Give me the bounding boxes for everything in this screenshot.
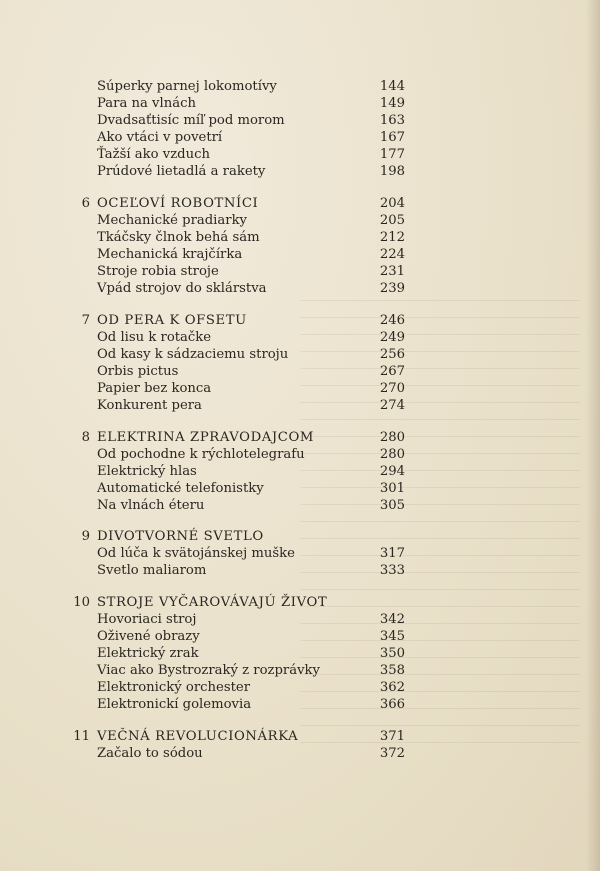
entry-title: Viac ako Bystrozraký z rozprávky	[97, 663, 320, 678]
entry-title: Mechanické pradiarky	[97, 213, 248, 228]
chapter-heading-row	[0, 312, 600, 329]
chapter-heading-row	[0, 728, 600, 745]
entry-title: Od pochodne k rýchlotelegrafu	[97, 447, 305, 462]
entry-title: Súperky parnej lokomotívy	[97, 79, 277, 94]
entry-title: Konkurent pera	[97, 398, 202, 413]
page-number: 333	[379, 563, 405, 578]
toc-entry-row	[0, 380, 600, 397]
page-number: 246	[379, 313, 405, 328]
entry-title: Dvadsaťtisíc míľ pod morom	[97, 113, 285, 128]
entry-title: Vpád strojov do sklárstva	[97, 281, 267, 296]
page-number: 224	[379, 247, 405, 262]
toc-entry-row	[0, 562, 600, 579]
page-number: 231	[379, 264, 405, 279]
entry-title: Elektronický orchester	[97, 680, 251, 695]
page-number: 239	[379, 281, 405, 296]
page-number: 205	[379, 213, 405, 228]
chapter-title: VEČNÁ REVOLUCIONÁRKA	[97, 729, 299, 744]
page-number: 204	[379, 196, 405, 211]
entry-title: Oživené obrazy	[97, 629, 200, 644]
page-number: 305	[379, 498, 405, 513]
toc-entry-row	[0, 129, 600, 146]
toc-entry-row	[0, 628, 600, 645]
entry-title: Od lisu k rotačke	[97, 330, 212, 345]
page-number: 280	[379, 447, 405, 462]
entry-title: Orbis pictus	[97, 364, 179, 379]
toc-entry-row	[0, 329, 600, 346]
chapter-heading-row	[0, 195, 600, 212]
page-number: 267	[379, 364, 405, 379]
entry-title: Ako vtáci v povetrí	[97, 130, 223, 145]
page-number: 274	[379, 398, 405, 413]
page-number: 144	[379, 79, 405, 94]
entry-title: Svetlo maliarom	[97, 563, 207, 578]
entry-title: Elektrický zrak	[97, 646, 199, 661]
entry-title: Papier bez konca	[97, 381, 212, 396]
page-number: 366	[379, 697, 405, 712]
entry-title: Od kasy k sádzaciemu stroju	[97, 347, 289, 362]
page-number: 280	[379, 430, 405, 445]
toc-entry-row	[0, 346, 600, 363]
chapter-number: 10	[73, 595, 90, 610]
page-number: 362	[379, 680, 405, 695]
entry-title: Mechanická krajčírka	[97, 247, 243, 262]
page-number: 301	[379, 481, 405, 496]
toc-entry-row	[0, 662, 600, 679]
toc-entry-row	[0, 545, 600, 562]
chapter-heading-row	[0, 594, 600, 611]
toc-entry-row	[0, 745, 600, 762]
chapter-heading-row	[0, 429, 600, 446]
chapter-number: 8	[81, 430, 90, 445]
page-number: 317	[379, 546, 405, 561]
page-number: 372	[379, 746, 405, 761]
toc-entry-row	[0, 497, 600, 514]
toc-entry-row	[0, 95, 600, 112]
chapter-title: ELEKTRINA ZPRAVODAJCOM	[97, 430, 314, 445]
toc-entry-row	[0, 645, 600, 662]
page-number: 256	[379, 347, 405, 362]
page-number: 198	[379, 164, 405, 179]
chapter-title: DIVOTVORNÉ SVETLO	[97, 529, 264, 544]
entry-title: Prúdové lietadlá a rakety	[97, 164, 266, 179]
toc-entry-row	[0, 397, 600, 414]
toc-entry-row	[0, 229, 600, 246]
entry-title: Elektrický hlas	[97, 464, 197, 479]
toc-entry-row	[0, 280, 600, 297]
page-number: 167	[379, 130, 405, 145]
page-number: 212	[379, 230, 405, 245]
page-number: 163	[379, 113, 405, 128]
toc-entry-row	[0, 163, 600, 180]
entry-title: Tkáčsky člnok behá sám	[97, 230, 260, 245]
chapter-number: 9	[81, 529, 90, 544]
page-number: 371	[379, 729, 405, 744]
page-number: 270	[379, 381, 405, 396]
toc-entry-row	[0, 363, 600, 380]
page-number: 177	[379, 147, 405, 162]
entry-title: Automatické telefonistky	[97, 481, 264, 496]
page-number: 294	[379, 464, 405, 479]
page-number: 249	[379, 330, 405, 345]
page-number: 350	[379, 646, 405, 661]
chapter-number: 7	[81, 313, 90, 328]
entry-title: Na vlnách éteru	[97, 498, 205, 513]
page-number: 342	[379, 612, 405, 627]
chapter-title: OCEĽOVÍ ROBOTNÍCI	[97, 196, 259, 211]
toc-entry-row	[0, 463, 600, 480]
toc-entry-row	[0, 480, 600, 497]
entry-title: Od lúča k svätojánskej muške	[97, 546, 295, 561]
toc-entry-row	[0, 679, 600, 696]
toc-entry-row	[0, 696, 600, 713]
chapter-heading-row	[0, 528, 600, 545]
entry-title: Začalo to sódou	[97, 746, 203, 761]
toc-entry-row	[0, 146, 600, 163]
chapter-title: STROJE VYČAROVÁVAJÚ ŽIVOT	[97, 595, 328, 610]
page-number: 345	[379, 629, 405, 644]
entry-title: Stroje robia stroje	[97, 264, 219, 279]
toc-entry-row	[0, 112, 600, 129]
chapter-number: 6	[81, 196, 90, 211]
toc-entry-row	[0, 78, 600, 95]
toc-entry-row	[0, 246, 600, 263]
toc-entry-row	[0, 263, 600, 280]
entry-title: Ťažší ako vzduch	[97, 147, 210, 162]
entry-title: Hovoriaci stroj	[97, 612, 197, 627]
chapter-number: 11	[73, 729, 90, 744]
page-number: 149	[379, 96, 405, 111]
page-number: 358	[379, 663, 405, 678]
toc-entry-row	[0, 212, 600, 229]
toc-entry-row	[0, 446, 600, 463]
chapter-title: OD PERA K OFSETU	[97, 313, 247, 328]
entry-title: Elektronickí golemovia	[97, 697, 252, 712]
toc-entry-row	[0, 611, 600, 628]
entry-title: Para na vlnách	[97, 96, 196, 111]
